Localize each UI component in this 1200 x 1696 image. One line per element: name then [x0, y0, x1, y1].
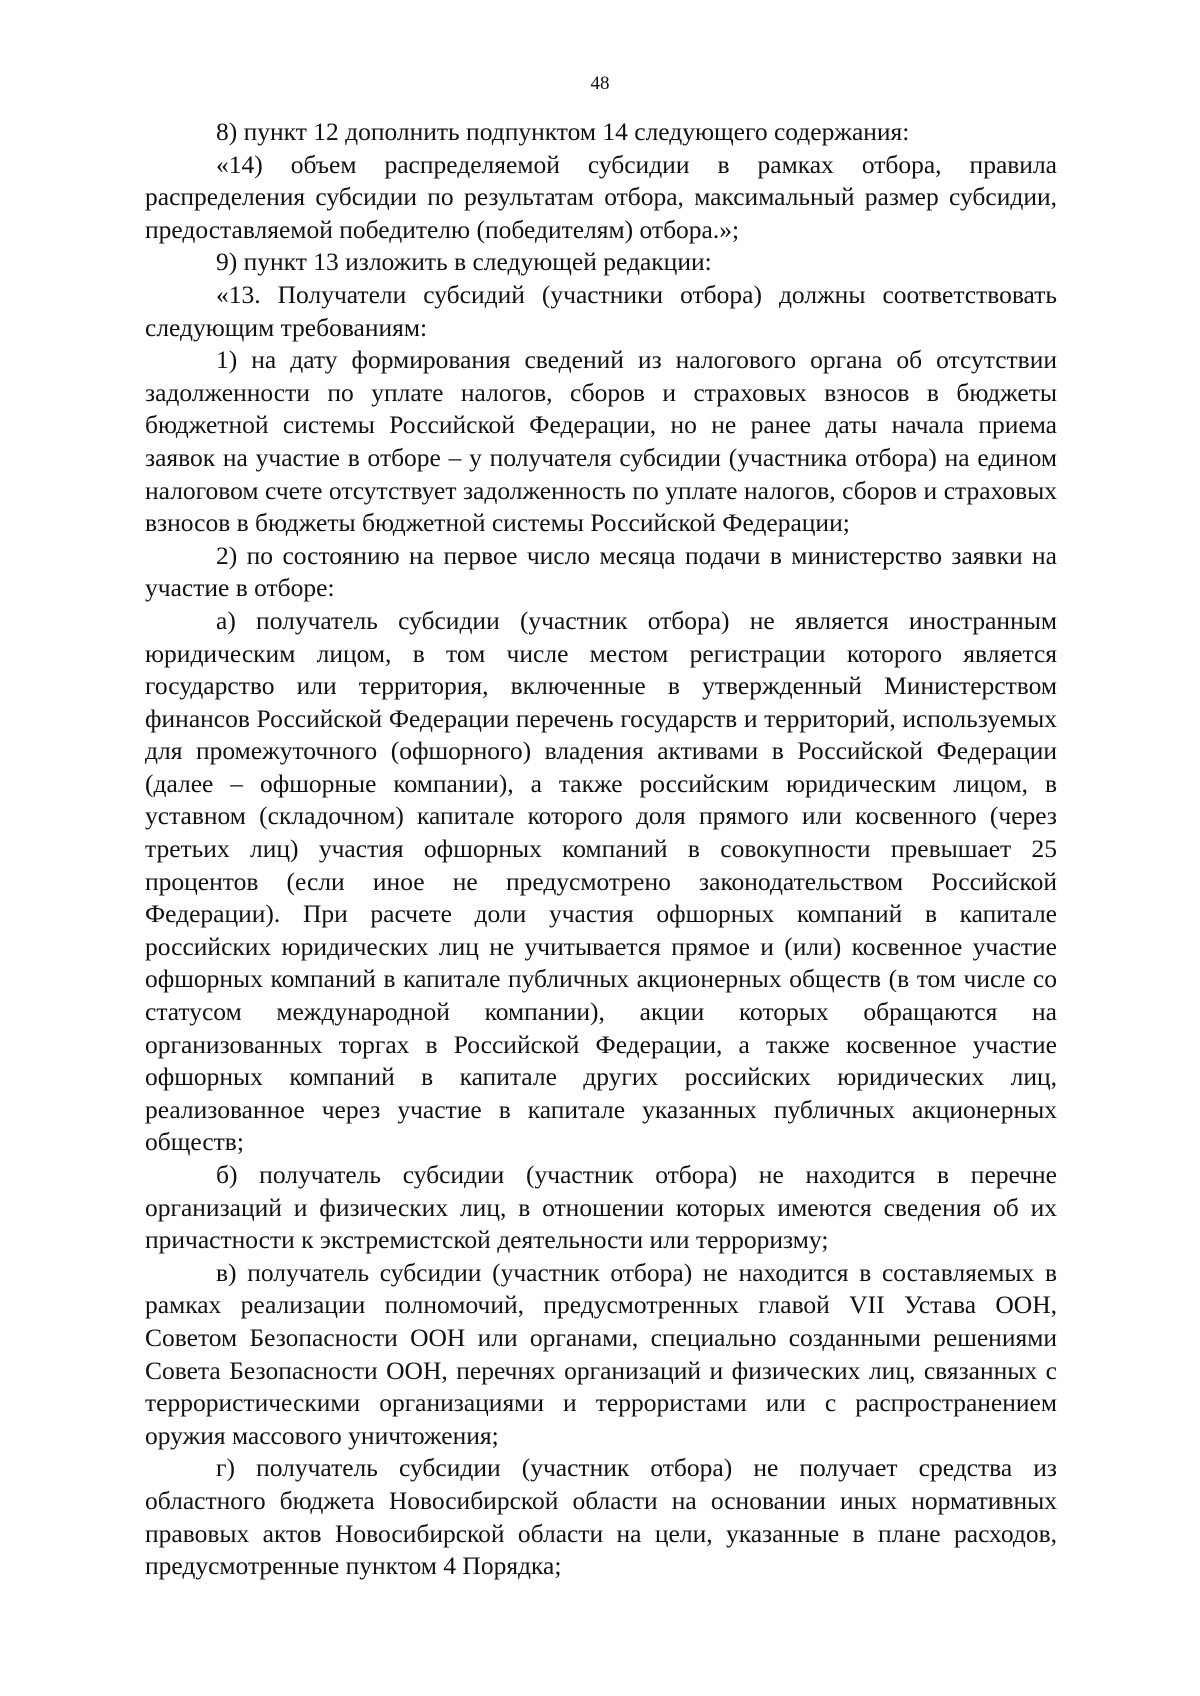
paragraph-requirement-2b: б) получатель субсидии (участник отбора) не находится в перечне организаций и физических лиц, в отношении которых имеются сведения об их причастности к экстремистской деятельности или терроризму;: [145, 1160, 1057, 1255]
document-body: [145, 116, 1057, 1583]
paragraph-clause-13: «13. Получатели субсидий (участники отбора) должны соответствовать следующим требованиям:: [145, 279, 1057, 342]
paragraph-subitem-14-text: «14) объем распределяемой субсидии в рамках отбора, правила распределения субсидии по результатам отбора, максимальный размер субсидии, предоставляемой победителю (победителям) отбора.»;: [145, 149, 1057, 244]
paragraph-requirement-2v: в) получатель субсидии (участник отбора) не находится в составляемых в рамках реализации полномочий, предусмотренных главой VII Устава ООН, Советом Безопасности ООН или органами, специально созданными решениями Совета Безопасности ООН, перечнях организаций и физических лиц, связанных с террористическими организациями и террористами или с распространением оружия массового уничтожения;: [145, 1257, 1057, 1450]
paragraph-item-9: 9) пункт 13 изложить в следующей редакции:: [216, 247, 712, 277]
paragraph-requirement-1: 1) на дату формирования сведений из налогового органа об отсутствии задолженности по уплате налогов, сборов и страховых взносов в бюджеты бюджетной системы Российской Федерации, но не ранее даты начала приема заявок на участие в отборе – у получателя субсидии (участника отбора) на едином налоговом счете отсутствует задолженность по уплате налогов, сборов и страховых взносов в бюджеты бюджетной системы Российской Федерации;: [145, 345, 1057, 538]
paragraph-requirement-2: 2) по состоянию на первое число месяца подачи в министерство заявки на участие в отборе:: [145, 540, 1057, 603]
paragraph-requirement-2a: а) получатель субсидии (участник отбора) не является иностранным юридическим лицом, в том числе местом регистрации которого является государство или территория, включенные в утвержденный Министерством финансов Российской Федерации перечень государств и территорий, используемых для промежуточного (офшорного) владения активами в Российской Федерации (далее – офшорные компании), а также российским юридическим лицом, в уставном (складочном) капитале которого доля прямого или косвенного (через третьих лиц) участия офшорных компаний в совокупности превышает 25 процентов (если иное не предусмотрено законодательством Российской Федерации). При расчете доли участия офшорных компаний в капитале российских юридических лиц не учитывается прямое и (или) косвенное участие офшорных компаний в капитале публичных акционерных обществ (в том числе со статусом международной компании), акции которых обращаются на организованных торгах в Российской Федерации, а также косвенное участие офшорных компаний в капитале других российских юридических лиц, реализованное через участие в капитале указанных публичных акционерных обществ;: [145, 605, 1057, 1157]
paragraph-item-8: 8) пункт 12 дополнить подпунктом 14 следующего содержания:: [216, 117, 910, 146]
paragraph-requirement-2g: г) получатель субсидии (участник отбора) не получает средства из областного бюджета Новосибирской области на основании иных нормативных правовых актов Новосибирской области на цели, указанные в плане расходов, предусмотренные пунктом 4 Порядка;: [145, 1453, 1057, 1581]
page-number: 48: [590, 73, 610, 94]
